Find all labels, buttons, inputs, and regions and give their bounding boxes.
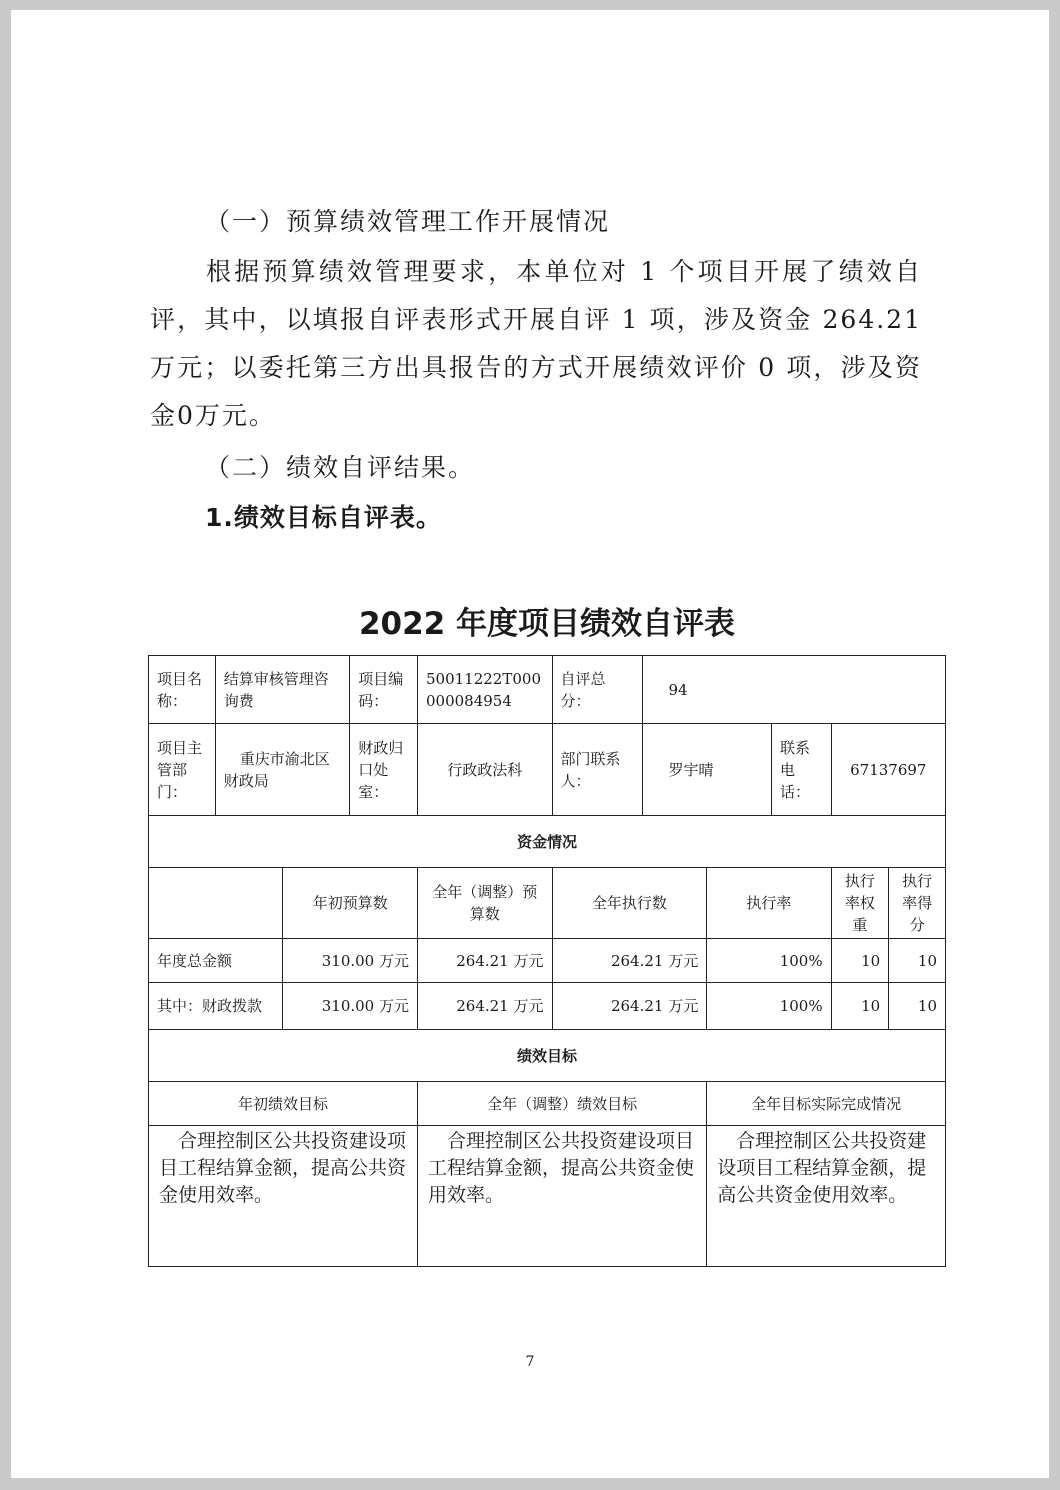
funds-cell: 264.21 万元	[418, 939, 553, 983]
funds-header: 全年（调整）预算数	[418, 868, 553, 939]
goals-section-header: 绩效目标	[149, 1030, 946, 1082]
table-row	[149, 1082, 946, 1126]
phone-value: 67137697	[831, 724, 945, 816]
dept-label: 项目主管部门：	[149, 724, 216, 816]
score-label: 自评总分：	[552, 656, 642, 724]
table-row	[149, 816, 946, 868]
funds-cell: 10	[831, 983, 889, 1030]
office-value: 行政政法科	[418, 724, 553, 816]
goal-actual: 合理控制区公共投资建设项目工程结算金额，提高公共资金使用效率。	[707, 1126, 946, 1267]
phone-label: 联系电话：	[771, 724, 831, 816]
funds-cell: 264.21 万元	[552, 983, 707, 1030]
funds-section-header: 资金情况	[149, 816, 946, 868]
table-row	[149, 1126, 946, 1267]
funds-row-label: 其中：财政拨款	[149, 983, 283, 1030]
table-row	[149, 724, 946, 816]
page-number: 7	[525, 1354, 535, 1370]
goal-initial: 合理控制区公共投资建设项目工程结算金额，提高公共资金使用效率。	[149, 1126, 418, 1267]
section-heading-3: 1.绩效目标自评表。	[205, 503, 442, 532]
funds-cell: 10	[889, 939, 946, 983]
funds-header: 年初预算数	[283, 868, 418, 939]
funds-row-label: 年度总金额	[149, 939, 283, 983]
project-name: 结算审核管理咨询费	[215, 656, 350, 724]
evaluation-table	[148, 655, 946, 1267]
funds-header: 执行率	[707, 868, 831, 939]
project-code: 50011222T000000084954	[418, 656, 553, 724]
table-row	[149, 868, 946, 939]
section-heading-1: （一）预算绩效管理工作开展情况	[205, 207, 611, 236]
funds-header: 执行率得分	[889, 868, 946, 939]
project-code-label: 项目编码：	[350, 656, 418, 724]
funds-cell: 10	[889, 983, 946, 1030]
table-title: 2022 年度项目绩效自评表	[358, 606, 736, 642]
funds-cell: 10	[831, 939, 889, 983]
office-label: 财政归口处室：	[350, 724, 418, 816]
funds-cell: 100%	[707, 983, 831, 1030]
funds-cell: 310.00 万元	[283, 983, 418, 1030]
table-row	[149, 656, 946, 724]
contact-label: 部门联系人：	[552, 724, 642, 816]
table-row	[149, 1030, 946, 1082]
funds-cell: 100%	[707, 939, 831, 983]
contact-value: 罗宇晴	[642, 724, 771, 816]
table-row	[149, 939, 946, 983]
project-name-label: 项目名称：	[149, 656, 216, 724]
empty-header-cell	[149, 868, 283, 939]
table-row	[149, 983, 946, 1030]
section-heading-2: （二）绩效自评结果。	[205, 453, 476, 482]
funds-header: 全年执行数	[552, 868, 707, 939]
goals-header: 年初绩效目标	[149, 1082, 418, 1126]
funds-cell: 264.21 万元	[552, 939, 707, 983]
goals-header: 全年目标实际完成情况	[707, 1082, 946, 1126]
funds-header: 执行率权重	[831, 868, 889, 939]
dept-value: 重庆市渝北区财政局	[215, 724, 350, 816]
body-paragraph: 根据预算绩效管理要求，本单位对 1 个项目开展了绩效自评，其中，以填报自评表形式开展自评 1 项，涉及资金 264.21万元；以委托第三方出具报告的方式开展绩效评价 0 项，涉及资金0万元。	[150, 257, 922, 430]
score-value: 94	[642, 656, 946, 724]
funds-cell: 310.00 万元	[283, 939, 418, 983]
goals-header: 全年（调整）绩效目标	[418, 1082, 707, 1126]
funds-cell: 264.21 万元	[418, 983, 553, 1030]
goal-adjusted: 合理控制区公共投资建设项目工程结算金额，提高公共资金使用效率。	[418, 1126, 707, 1267]
